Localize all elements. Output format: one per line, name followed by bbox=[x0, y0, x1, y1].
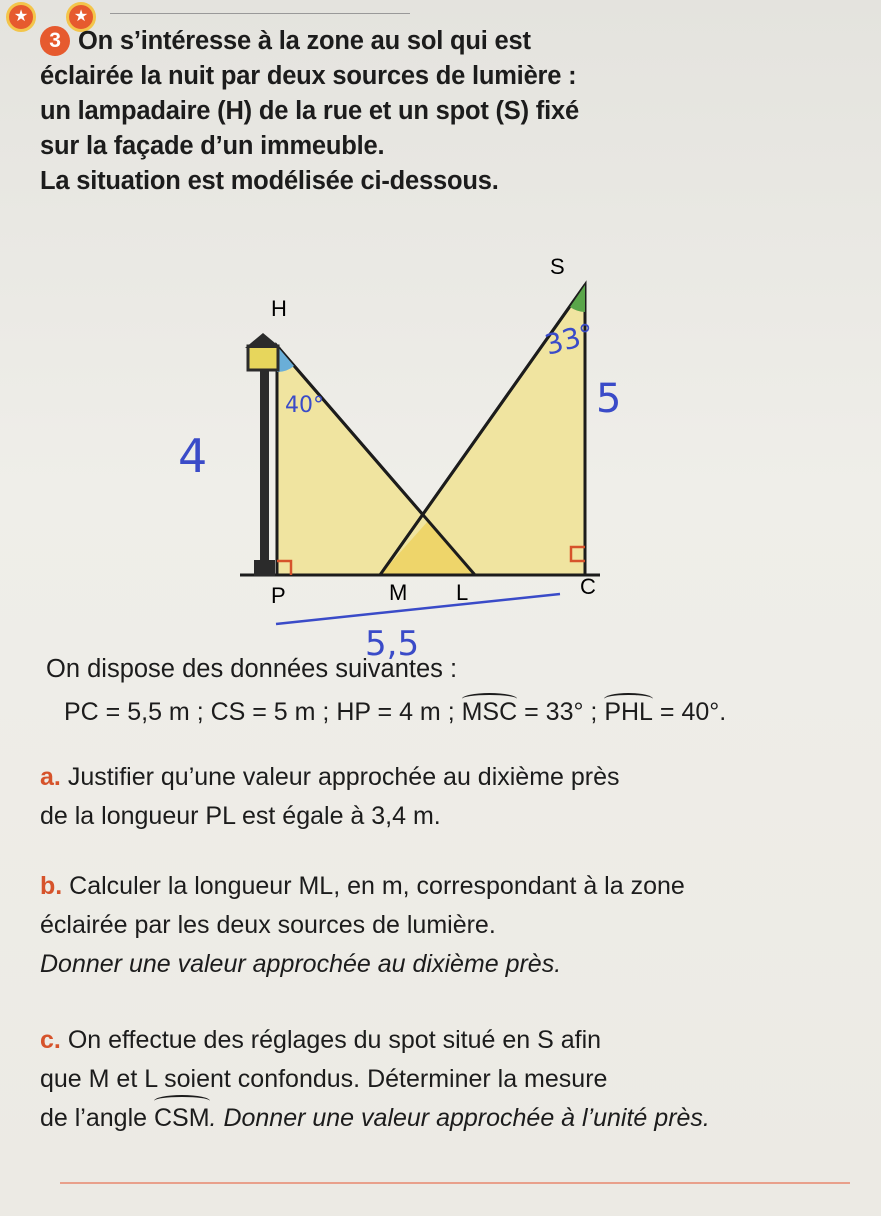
question-b bbox=[40, 867, 840, 984]
point-label-L: L bbox=[456, 580, 469, 605]
point-label-C: C bbox=[580, 574, 596, 599]
angle-S-marker bbox=[570, 285, 585, 312]
footer-rule bbox=[60, 1182, 850, 1184]
intro-line: La situation est modélisée ci-dessous. bbox=[40, 167, 499, 195]
angle-PHL-value: = 40°. bbox=[652, 698, 727, 726]
angle-PHL-label: PHL bbox=[604, 698, 653, 726]
question-b-instruction: Donner une valeur approchée au dixième près. bbox=[40, 950, 562, 978]
question-c bbox=[40, 1021, 840, 1138]
question-c-label: c. bbox=[40, 1026, 61, 1054]
data-title: On dispose des données suivantes : bbox=[46, 655, 458, 683]
question-b-label: b. bbox=[40, 872, 63, 900]
handwritten-HP: 4 bbox=[178, 429, 208, 483]
point-label-S: S bbox=[550, 254, 565, 279]
question-a-line: de la longueur PL est égale à 3,4 m. bbox=[40, 802, 441, 830]
question-c-instruction: . Donner une valeur approchée à l’unité près. bbox=[209, 1104, 710, 1132]
point-label-M: M bbox=[389, 580, 408, 605]
question-c-line: que M et L soient confondus. Déterminer la mesure bbox=[40, 1065, 608, 1093]
question-c-line: de l’angle bbox=[40, 1104, 154, 1132]
difficulty-star-icon: ★ bbox=[6, 2, 36, 32]
handwritten-CS: 5 bbox=[596, 376, 622, 422]
question-a-line: Justifier qu’une valeur approchée au dixième près bbox=[67, 763, 620, 791]
data-lengths: PC = 5,5 m ; CS = 5 m ; HP = 4 m ; bbox=[64, 698, 462, 726]
question-c-line: On effectue des réglages du spot situé en S afin bbox=[67, 1026, 602, 1054]
handwritten-PC-line bbox=[276, 594, 560, 624]
data-values bbox=[64, 698, 726, 727]
difficulty-star-icon: ★ bbox=[66, 2, 96, 32]
intro-line: On s’intéresse à la zone au sol qui est bbox=[78, 27, 531, 55]
intro-line: éclairée la nuit par deux sources de lumière : bbox=[40, 62, 577, 90]
handwritten-angle-H: 40° bbox=[285, 393, 324, 418]
angle-CSM-label: CSM bbox=[154, 1099, 210, 1138]
intro-line: sur la façade d’un immeuble. bbox=[40, 132, 385, 160]
intro-line: un lampadaire (H) de la rue et un spot (S) fixé bbox=[40, 97, 579, 125]
question-a bbox=[40, 758, 840, 836]
exercise-number: 3 bbox=[40, 26, 70, 56]
handwritten-angle-S: 33° bbox=[541, 317, 598, 362]
question-a-label: a. bbox=[40, 763, 61, 791]
handwritten-PC: 5,5 bbox=[365, 624, 420, 660]
angle-MSC-value: = 33° ; bbox=[517, 698, 605, 726]
point-label-P: P bbox=[271, 583, 286, 608]
question-b-line: éclairée par les deux sources de lumière. bbox=[40, 911, 496, 939]
point-label-H: H bbox=[271, 296, 287, 321]
question-b-line: Calculer la longueur ML, en m, correspondant à la zone bbox=[69, 872, 685, 900]
angle-MSC-label: MSC bbox=[461, 698, 518, 726]
